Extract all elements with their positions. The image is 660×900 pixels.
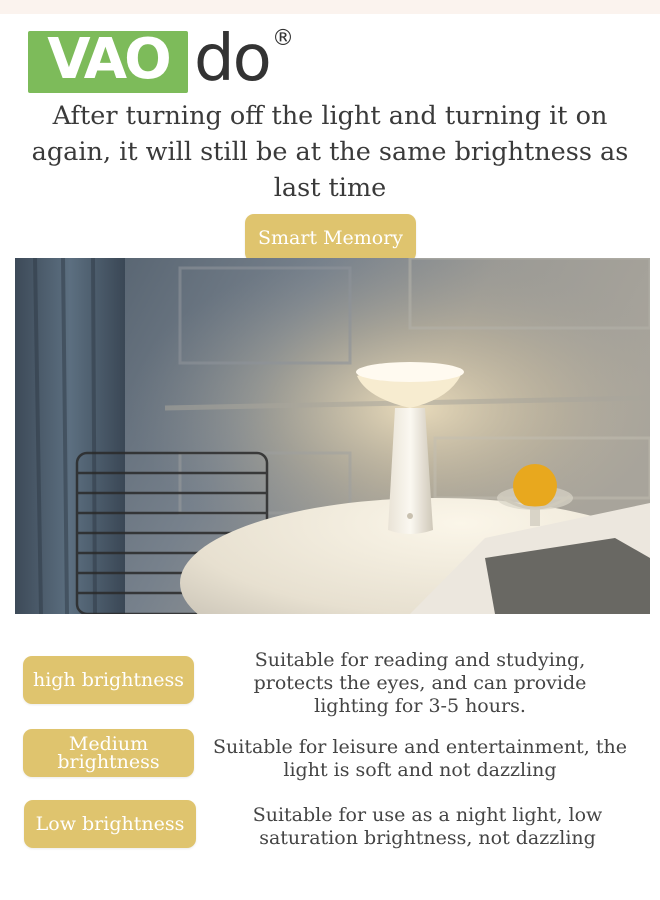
lamp-photo (15, 258, 650, 614)
medium-brightness-description: Suitable for leisure and entertainment, the light is soft and not dazzling (213, 736, 627, 781)
headline: After turning off the light and turning it on again, it will still be at the same brightness as last time (31, 101, 629, 203)
smart-memory-badge: Smart Memory (245, 214, 416, 262)
medium-brightness-label: Medium brightness (23, 729, 194, 777)
high-brightness-label: high brightness (23, 656, 194, 704)
brand-logo (28, 22, 308, 96)
low-brightness-description: Suitable for use as a night light, low saturation brightness, not dazzling (252, 804, 603, 849)
low-brightness-label: Low brightness (24, 800, 196, 848)
high-brightness-description: Suitable for reading and studying, protects the eyes, and can provide lighting for 3-5 hours. (253, 649, 587, 717)
logo-do-text: do (194, 22, 270, 96)
registered-mark: ® (272, 26, 294, 51)
top-strip (0, 0, 660, 14)
logo-vao-text: VAO (47, 27, 169, 92)
